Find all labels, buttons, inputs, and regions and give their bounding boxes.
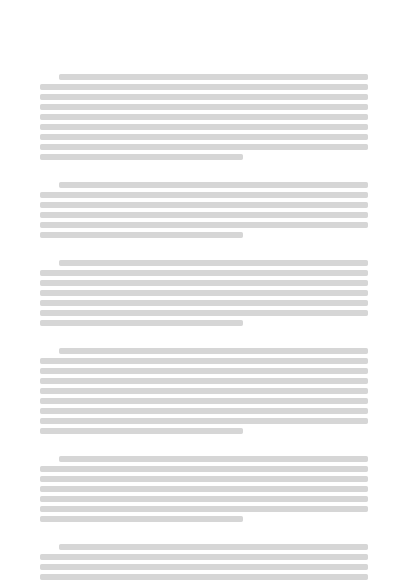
placeholder-line <box>40 84 368 90</box>
placeholder-line <box>40 114 368 120</box>
placeholder-line <box>40 104 368 110</box>
body-paragraph <box>40 260 368 326</box>
placeholder-line <box>40 124 368 130</box>
subsection-heading <box>40 330 368 344</box>
unreadable-text-placeholder <box>40 74 368 160</box>
placeholder-line <box>40 516 243 522</box>
placeholder-line <box>40 496 368 502</box>
placeholder-line <box>40 154 243 160</box>
subsection-heading <box>40 438 368 452</box>
placeholder-line <box>40 486 368 492</box>
placeholder-line <box>40 144 368 150</box>
placeholder-line <box>40 94 368 100</box>
placeholder-line <box>40 476 368 482</box>
placeholder-line <box>40 222 368 228</box>
unreadable-text-placeholder <box>40 456 368 522</box>
placeholder-line <box>40 212 368 218</box>
placeholder-line <box>40 408 368 414</box>
placeholder-line <box>59 544 368 550</box>
unreadable-text-placeholder <box>40 348 368 434</box>
body-paragraph <box>40 544 368 580</box>
placeholder-line <box>40 358 368 364</box>
placeholder-line <box>40 134 368 140</box>
document-body <box>40 40 368 568</box>
placeholder-line <box>40 310 368 316</box>
placeholder-line <box>40 232 243 238</box>
placeholder-line <box>40 388 368 394</box>
body-paragraph <box>40 182 368 238</box>
placeholder-line <box>40 280 368 286</box>
unreadable-text-placeholder <box>40 182 368 238</box>
placeholder-line <box>40 506 368 512</box>
placeholder-line <box>40 270 368 276</box>
placeholder-line <box>40 418 368 424</box>
subsection-heading <box>40 242 368 256</box>
intro-paragraph <box>40 40 368 54</box>
placeholder-line <box>40 398 368 404</box>
placeholder-line <box>40 202 368 208</box>
placeholder-line <box>40 300 368 306</box>
unreadable-text-placeholder <box>40 260 368 326</box>
placeholder-line <box>40 574 368 580</box>
placeholder-line <box>40 428 243 434</box>
placeholder-line <box>40 368 368 374</box>
placeholder-line <box>40 192 368 198</box>
section-2-title <box>40 164 368 178</box>
body-paragraph <box>40 456 368 522</box>
placeholder-line <box>40 378 368 384</box>
placeholder-line <box>59 348 368 354</box>
section-1-title <box>40 56 368 70</box>
placeholder-line <box>59 74 368 80</box>
placeholder-line <box>40 320 243 326</box>
placeholder-line <box>59 182 368 188</box>
placeholder-line <box>40 290 368 296</box>
body-paragraph <box>40 74 368 160</box>
placeholder-line <box>59 456 368 462</box>
placeholder-line <box>40 564 368 570</box>
subsection-heading <box>40 526 368 540</box>
placeholder-line <box>40 466 368 472</box>
unreadable-text-placeholder <box>40 544 368 580</box>
placeholder-line <box>40 554 368 560</box>
body-paragraph <box>40 348 368 434</box>
placeholder-line <box>59 260 368 266</box>
